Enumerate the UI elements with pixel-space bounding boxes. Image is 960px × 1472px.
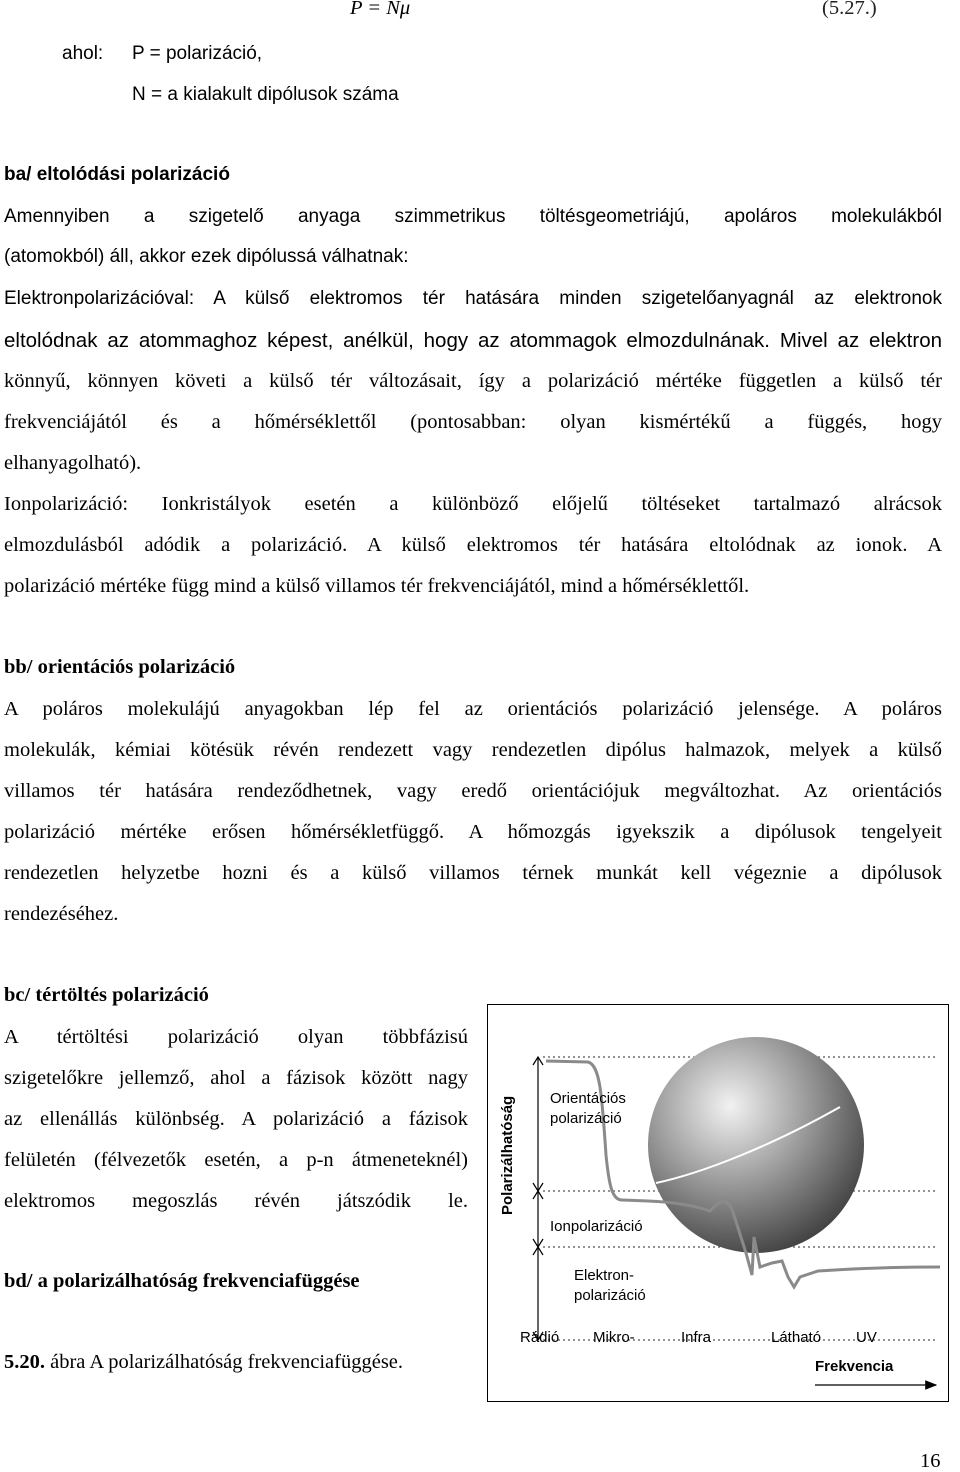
band-label-uv: UV bbox=[856, 1329, 877, 1346]
section-ba-line: Amennyiben a szigetelő anyaga szimmetrikus töltésgeometriájú, apoláros molekulákból bbox=[4, 206, 942, 227]
section-ba-heading: ba/ eltolódási polarizáció bbox=[4, 164, 230, 185]
equation-number: (5.27.) bbox=[822, 0, 877, 19]
section-ba-line: polarizáció mértéke függ mind a külső villamos tér frekvenciájától, mind a hőmérséklettől. bbox=[4, 575, 750, 597]
section-bc-line: az ellenállás különbség. A polarizáció a fázisok bbox=[4, 1108, 468, 1130]
section-ba-line: könnyű, könnyen követi a külső tér változásait, így a polarizáció mértéke független a külső tér bbox=[4, 370, 942, 392]
equation-formula: P = Nμ bbox=[350, 0, 411, 19]
section-bc-heading: bc/ tértöltés polarizáció bbox=[4, 984, 209, 1006]
section-bb-line: polarizáció mértéke erősen hőmérsékletfüggő. A hőmozgás igyekszik a dipólusok tengelyeit bbox=[4, 821, 942, 843]
section-ba-line: Elektronpolarizációval: A külső elektromos tér hatására minden szigetelőanyagnál az elektronok bbox=[4, 288, 942, 309]
section-bc-line: elektromos megoszlás révén játszódik le. bbox=[4, 1190, 468, 1212]
x-axis-label: Frekvencia bbox=[815, 1358, 894, 1375]
section-bc-line: A tértöltési polarizáció olyan többfázisú bbox=[4, 1026, 468, 1048]
y-axis-label: Polarizálhatóság bbox=[499, 1095, 516, 1215]
band-label-radio: Rádió bbox=[520, 1329, 560, 1346]
section-bd-heading: bd/ a polarizálhatóság frekvenciafüggése bbox=[4, 1270, 360, 1292]
section-ba-line: frekvenciájától és a hőmérséklettől (pontosabban: olyan kismértékű a függés, hogy bbox=[4, 411, 942, 433]
where-definition-n: N = a kialakult dipólusok száma bbox=[132, 84, 399, 105]
band-label-visible: Látható bbox=[771, 1329, 822, 1346]
section-bb-line: rendezéséhez. bbox=[4, 903, 119, 925]
orientation-label-line2: polarizáció bbox=[550, 1110, 622, 1127]
figure-caption-number: 5.20. bbox=[4, 1351, 45, 1373]
sphere-illustration bbox=[648, 1037, 864, 1253]
section-bc-line: szigetelőkre jellemző, ahol a fázisok között nagy bbox=[4, 1067, 468, 1089]
orientation-label-line1: Orientációs bbox=[550, 1090, 626, 1107]
where-definition-p: P = polarizáció, bbox=[132, 43, 263, 64]
electron-label-line2: polarizáció bbox=[574, 1287, 646, 1304]
polarizability-figure bbox=[487, 1004, 949, 1402]
section-bb-line: rendezetlen helyzetbe hozni és a külső villamos térnek munkát kell végeznie a dipólusok bbox=[4, 862, 942, 884]
section-bb-line: molekulák, kémiai kötésük révén rendezett vagy rendezetlen dipólus halmazok, melyek a külső bbox=[4, 739, 942, 761]
figure-caption bbox=[4, 1352, 403, 1372]
figure-caption-text: ábra A polarizálhatóság frekvenciafüggése. bbox=[50, 1351, 404, 1373]
amplitude-bracket bbox=[533, 1057, 543, 1340]
page-number: 16 bbox=[920, 1450, 941, 1472]
where-label: ahol: bbox=[62, 43, 104, 64]
section-bb-line: A poláros molekulájú anyagokban lép fel az orientációs polarizáció jelensége. A poláros bbox=[4, 698, 942, 720]
band-label-micro: Mikro- bbox=[593, 1329, 635, 1346]
section-bc-line: felületén (félvezetők esetén, a p-n átmeneteknél) bbox=[4, 1149, 468, 1171]
polarizability-diagram bbox=[488, 1005, 947, 1400]
section-ba-line: elhanyagolható). bbox=[4, 452, 142, 474]
section-bb-line: villamos tér hatására rendeződhetnek, vagy eredő orientációjuk megváltozhat. Az orientációs bbox=[4, 780, 942, 802]
section-bb-heading: bb/ orientációs polarizáció bbox=[4, 656, 236, 678]
band-label-infra: Infra bbox=[681, 1329, 712, 1346]
section-ba-line: elmozdulásból adódik a polarizáció. A külső elektromos tér hatására eltolódnak az ionok. A bbox=[4, 534, 942, 556]
electron-label-line1: Elektron- bbox=[574, 1267, 635, 1284]
section-ba-line: (atomokból) áll, akkor ezek dipólussá válhatnak: bbox=[4, 246, 409, 267]
ion-label: Ionpolarizáció bbox=[550, 1218, 643, 1235]
section-ba-line: eltolódnak az atommaghoz képest, anélkül, hogy az atommagok elmozdulnának. Mivel az elektron bbox=[4, 329, 942, 352]
section-ba-line: Ionpolarizáció: Ionkristályok esetén a különböző előjelű töltéseket tartalmazó alrácsok bbox=[4, 493, 942, 515]
